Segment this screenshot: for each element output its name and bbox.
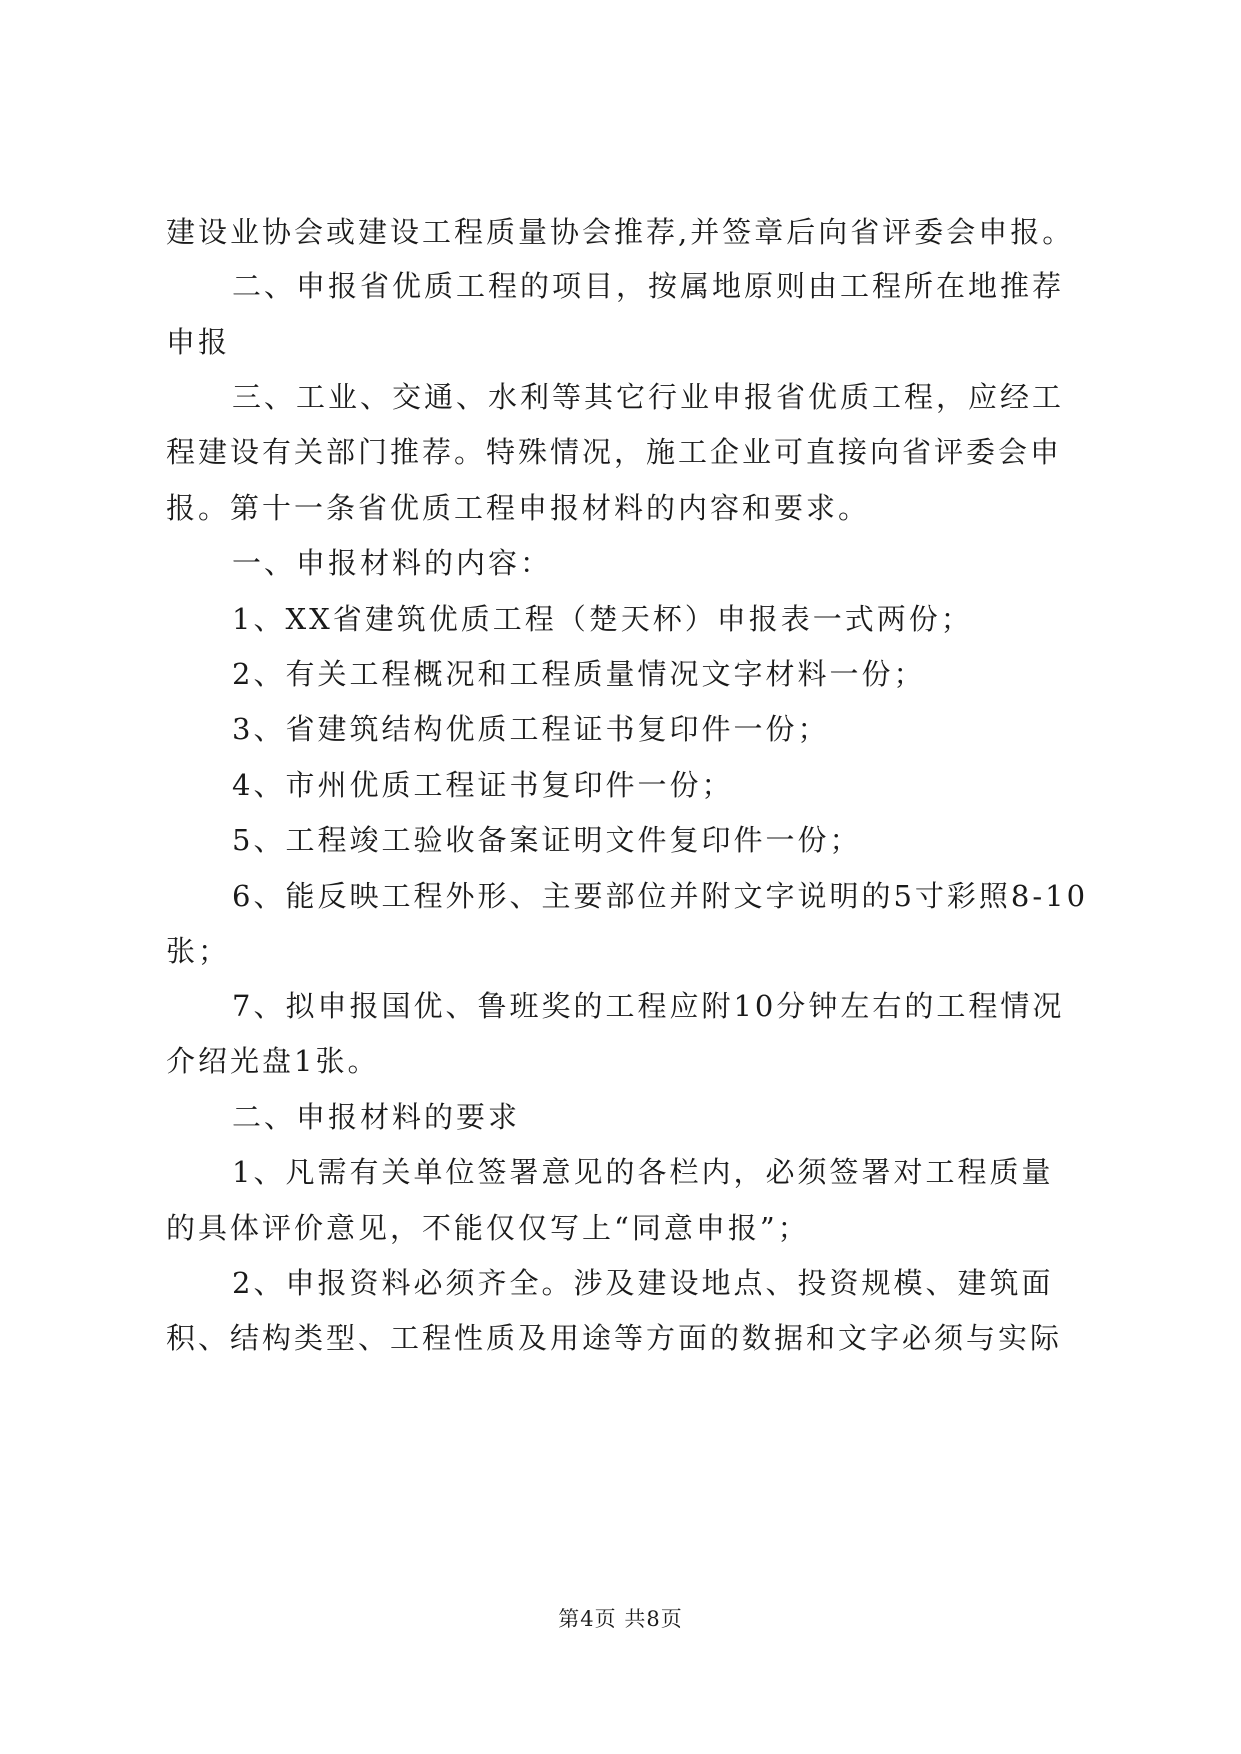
paragraph-line: 报。第十一条省优质工程申报材料的内容和要求。 — [166, 491, 871, 525]
paragraph-line: 4、市州优质工程证书复印件一份； — [232, 768, 734, 802]
paragraph-line: 建设业协会或建设工程质量协会推荐,并签章后向省评委会申报。 — [166, 215, 1075, 249]
paragraph-line: 6、能反映工程外形、主要部位并附文字说明的5寸彩照8-10 — [232, 879, 1089, 913]
paragraph-line: 张； — [166, 934, 231, 968]
paragraph-line: 1、凡需有关单位签署意见的各栏内，必须签署对工程质量 — [232, 1155, 1054, 1189]
paragraph-line: 的具体评价意见，不能仅仅写上“同意申报”； — [166, 1211, 810, 1245]
paragraph-line: 二、申报材料的要求 — [232, 1100, 521, 1134]
paragraph-line: 二、申报省优质工程的项目，按属地原则由工程所在地推荐 — [232, 269, 1065, 303]
paragraph-line: 一、申报材料的内容： — [232, 546, 553, 580]
paragraph-line: 介绍光盘1张。 — [166, 1044, 380, 1078]
paragraph-line: 2、申报资料必须齐全。涉及建设地点、投资规模、建筑面 — [232, 1266, 1054, 1300]
paragraph-line: 3、省建筑结构优质工程证书复印件一份； — [232, 712, 830, 746]
paragraph-line: 1、XX省建筑优质工程（楚天杯）申报表一式两份； — [232, 602, 973, 636]
paragraph-line: 积、结构类型、工程性质及用途等方面的数据和文字必须与实际 — [166, 1321, 1063, 1355]
paragraph-line: 5、工程竣工验收备案证明文件复印件一份； — [232, 823, 862, 857]
paragraph-line: 2、有关工程概况和工程质量情况文字材料一份； — [232, 657, 926, 691]
paragraph-line: 申报 — [166, 325, 231, 359]
paragraph-line: 程建设有关部门推荐。特殊情况，施工企业可直接向省评委会申 — [166, 435, 1063, 469]
paragraph-line: 7、拟申报国优、鲁班奖的工程应附10分钟左右的工程情况 — [232, 989, 1065, 1023]
page-footer: 第4页 共8页 — [558, 1607, 683, 1631]
paragraph-line: 三、工业、交通、水利等其它行业申报省优质工程，应经工 — [232, 380, 1065, 414]
